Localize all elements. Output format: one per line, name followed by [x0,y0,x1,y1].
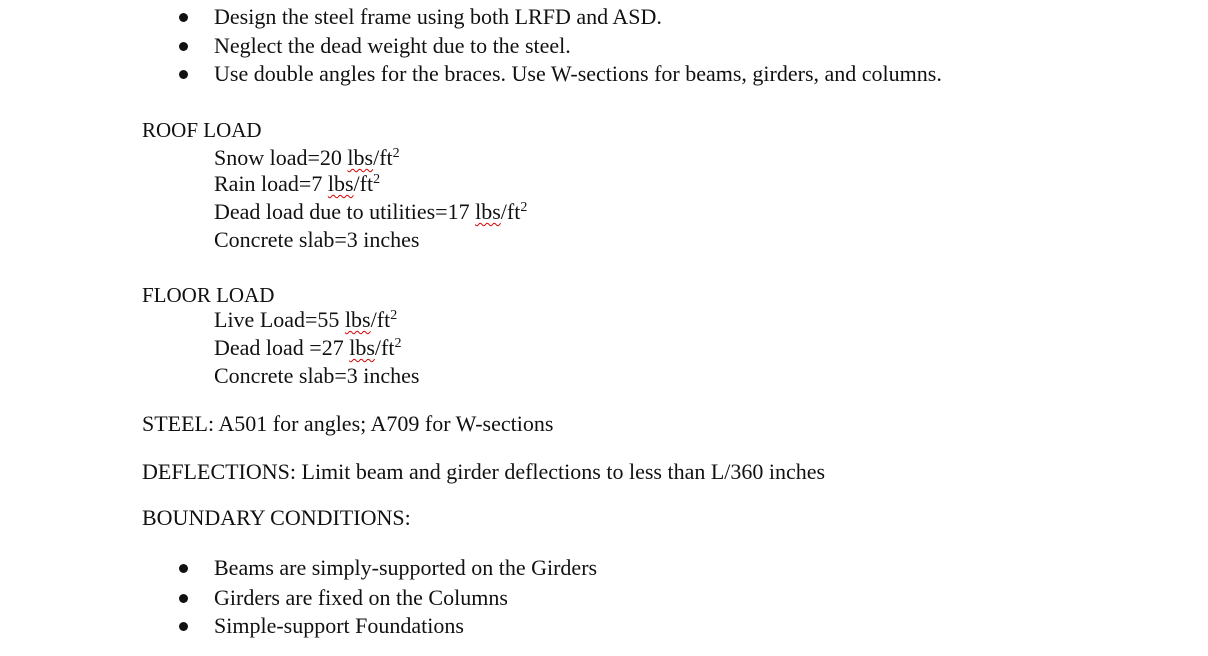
live-load-text: Live Load=55 [214,307,345,332]
requirement-item: Design the steel frame using both LRFD and ASD. [214,4,662,29]
utilities-load-text: Dead load due to utilities=17 [214,199,476,224]
snow-load-text: Snow load=20 [214,145,348,170]
unit-lbs: lbs [327,171,354,196]
utilities-load-line [214,199,527,225]
bullet-icon [179,70,188,79]
unit-lbs: lbs [349,335,375,360]
unit-lbs: lbs [475,199,501,224]
unit-exponent: 2 [520,200,528,215]
rain-load-text: Rain load=7 [214,171,328,196]
dead-load-text: Dead load =27 [214,335,350,360]
unit-exponent: 2 [373,172,381,187]
requirement-item: Neglect the dead weight due to the steel. [214,33,571,58]
bullet-icon [179,564,188,573]
live-load-line [214,307,397,333]
unit-per-ft: /ft [370,307,391,332]
deflections-spec: DEFLECTIONS: Limit beam and girder deflections to less than L/360 inches [142,459,826,484]
unit-lbs: lbs [347,145,374,170]
bullet-icon [179,622,188,631]
unit-per-ft: /ft [353,171,374,196]
unit-per-ft: /ft [374,335,395,360]
unit-exponent: 2 [392,146,400,161]
unit-lbs: lbs [344,307,371,332]
bullet-icon [179,42,188,51]
unit-exponent: 2 [394,336,402,351]
roof-slab-line: Concrete slab=3 inches [214,227,420,252]
dead-load-line [214,335,401,361]
boundary-item: Beams are simply-supported on the Girders [214,555,598,580]
steel-spec: STEEL: A501 for angles; A709 for W-sections [142,411,554,436]
boundary-item: Simple-support Foundations [214,613,464,638]
boundary-heading: BOUNDARY CONDITIONS: [142,505,411,530]
roof-load-heading: ROOF LOAD [142,118,262,142]
bullet-icon [179,594,188,603]
floor-load-heading: FLOOR LOAD [142,283,275,307]
floor-slab-line: Concrete slab=3 inches [214,363,420,388]
rain-load-line [214,171,380,197]
unit-per-ft: /ft [373,145,393,170]
requirement-item: Use double angles for the braces. Use W-sections for beams, girders, and columns. [214,61,942,86]
bullet-icon [179,13,188,22]
unit-exponent: 2 [390,308,398,323]
unit-per-ft: /ft [500,199,521,224]
boundary-item: Girders are fixed on the Columns [214,585,508,610]
snow-load-line [214,145,400,171]
